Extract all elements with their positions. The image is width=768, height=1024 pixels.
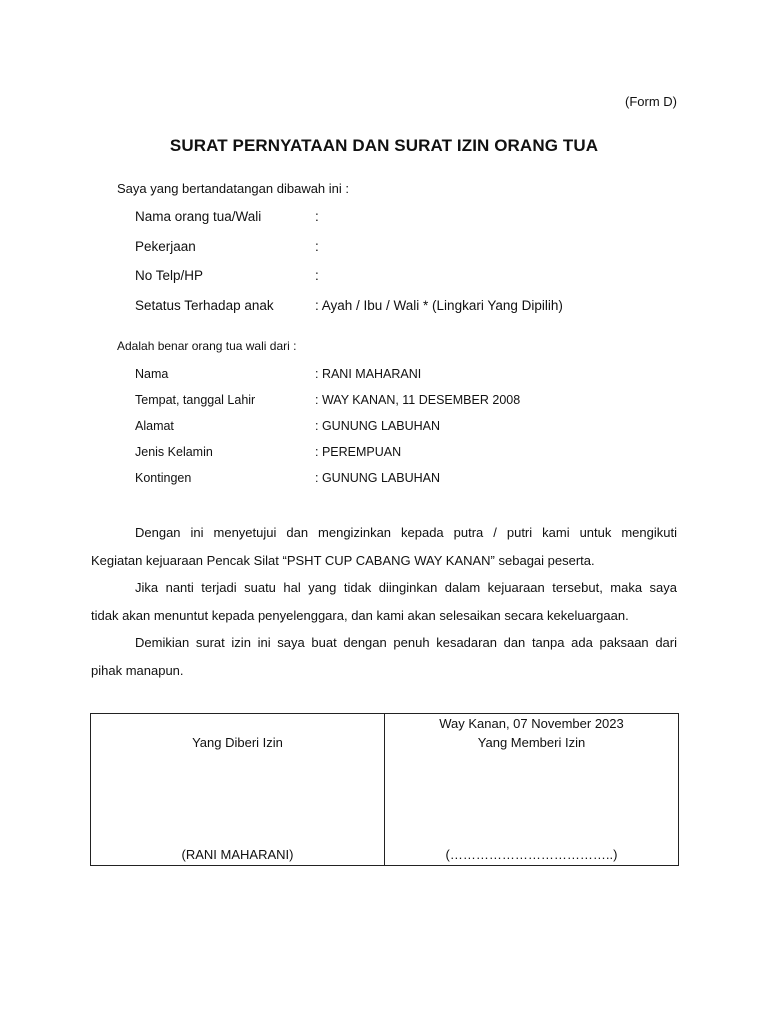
consent-paragraph <box>91 519 677 574</box>
paragraph-line: Dengan ini menyetujui dan mengizinkan kepada putra / putri kami untuk mengikuti <box>135 525 677 540</box>
field-label: Alamat <box>135 419 174 433</box>
field-value: : GUNUNG LABUHAN <box>315 471 441 485</box>
grantor-name: (………………………………..) <box>445 847 618 862</box>
paragraph-line: Kegiatan kejuaraan Pencak Silat “PSHT CUP CABANG WAY KANAN” sebagai peserta. <box>91 552 595 568</box>
field-value: : RANI MAHARANI <box>315 367 422 381</box>
field-row-parent-name <box>135 209 695 239</box>
field-value: : <box>315 238 319 254</box>
field-label: Jenis Kelamin <box>135 445 213 459</box>
page-title: SURAT PERNYATAAN DAN SURAT IZIN ORANG TUA <box>169 136 599 155</box>
closing-paragraph <box>91 629 677 684</box>
field-value: : WAY KANAN, 11 DESEMBER 2008 <box>315 393 521 407</box>
field-label: No Telp/HP <box>135 268 204 283</box>
field-row-gender <box>135 445 695 471</box>
field-value: : <box>315 268 319 283</box>
paragraph-line: tidak akan menuntut kepada penyelenggara, dan kami akan selesaikan secara kekeluargaan. <box>91 607 629 623</box>
field-label: Setatus Terhadap anak <box>135 297 274 313</box>
liability-paragraph <box>91 574 677 629</box>
field-row-phone <box>135 268 695 298</box>
field-label: Kontingen <box>135 471 192 485</box>
field-value: : Ayah / Ibu / Wali * (Lingkari Yang Dipilih) <box>315 297 563 313</box>
parent-intro: Saya yang bertandatangan dibawah ini : <box>117 181 350 196</box>
field-row-address <box>135 419 695 445</box>
field-value: : GUNUNG LABUHAN <box>315 419 441 433</box>
signature-cell-recipient <box>91 714 385 866</box>
field-label: Tempat, tanggal Lahir <box>135 393 256 407</box>
paragraph-line: Jika nanti terjadi suatu hal yang tidak diinginkan dalam kejuaraan tersebut, maka saya <box>135 580 677 595</box>
place-date: Way Kanan, 07 November 2023 <box>439 716 624 731</box>
field-row-birth <box>135 393 695 419</box>
field-label: Nama <box>135 367 169 381</box>
child-intro: Adalah benar orang tua wali dari : <box>117 339 297 353</box>
signature-table <box>90 713 679 866</box>
parent-fields <box>135 209 695 327</box>
field-row-occupation <box>135 239 695 269</box>
form-code: (Form D) <box>625 94 677 109</box>
field-row-child-name <box>135 367 695 393</box>
field-label: Nama orang tua/Wali <box>135 209 262 224</box>
field-value: : <box>315 209 319 224</box>
grantor-title: Yang Memberi Izin <box>477 735 586 750</box>
field-value: : PEREMPUAN <box>315 445 402 459</box>
field-row-status <box>135 298 695 328</box>
paragraph-line: pihak manapun. <box>91 662 184 678</box>
field-row-contingent <box>135 471 695 497</box>
child-fields <box>135 367 695 497</box>
recipient-name: (RANI MAHARANI) <box>181 847 294 862</box>
paragraph-line: Demikian surat izin ini saya buat dengan penuh kesadaran dan tanpa ada paksaan dari <box>135 635 677 650</box>
recipient-title: Yang Diberi Izin <box>192 735 283 750</box>
field-label: Pekerjaan <box>135 238 196 254</box>
signature-cell-grantor <box>385 714 679 866</box>
